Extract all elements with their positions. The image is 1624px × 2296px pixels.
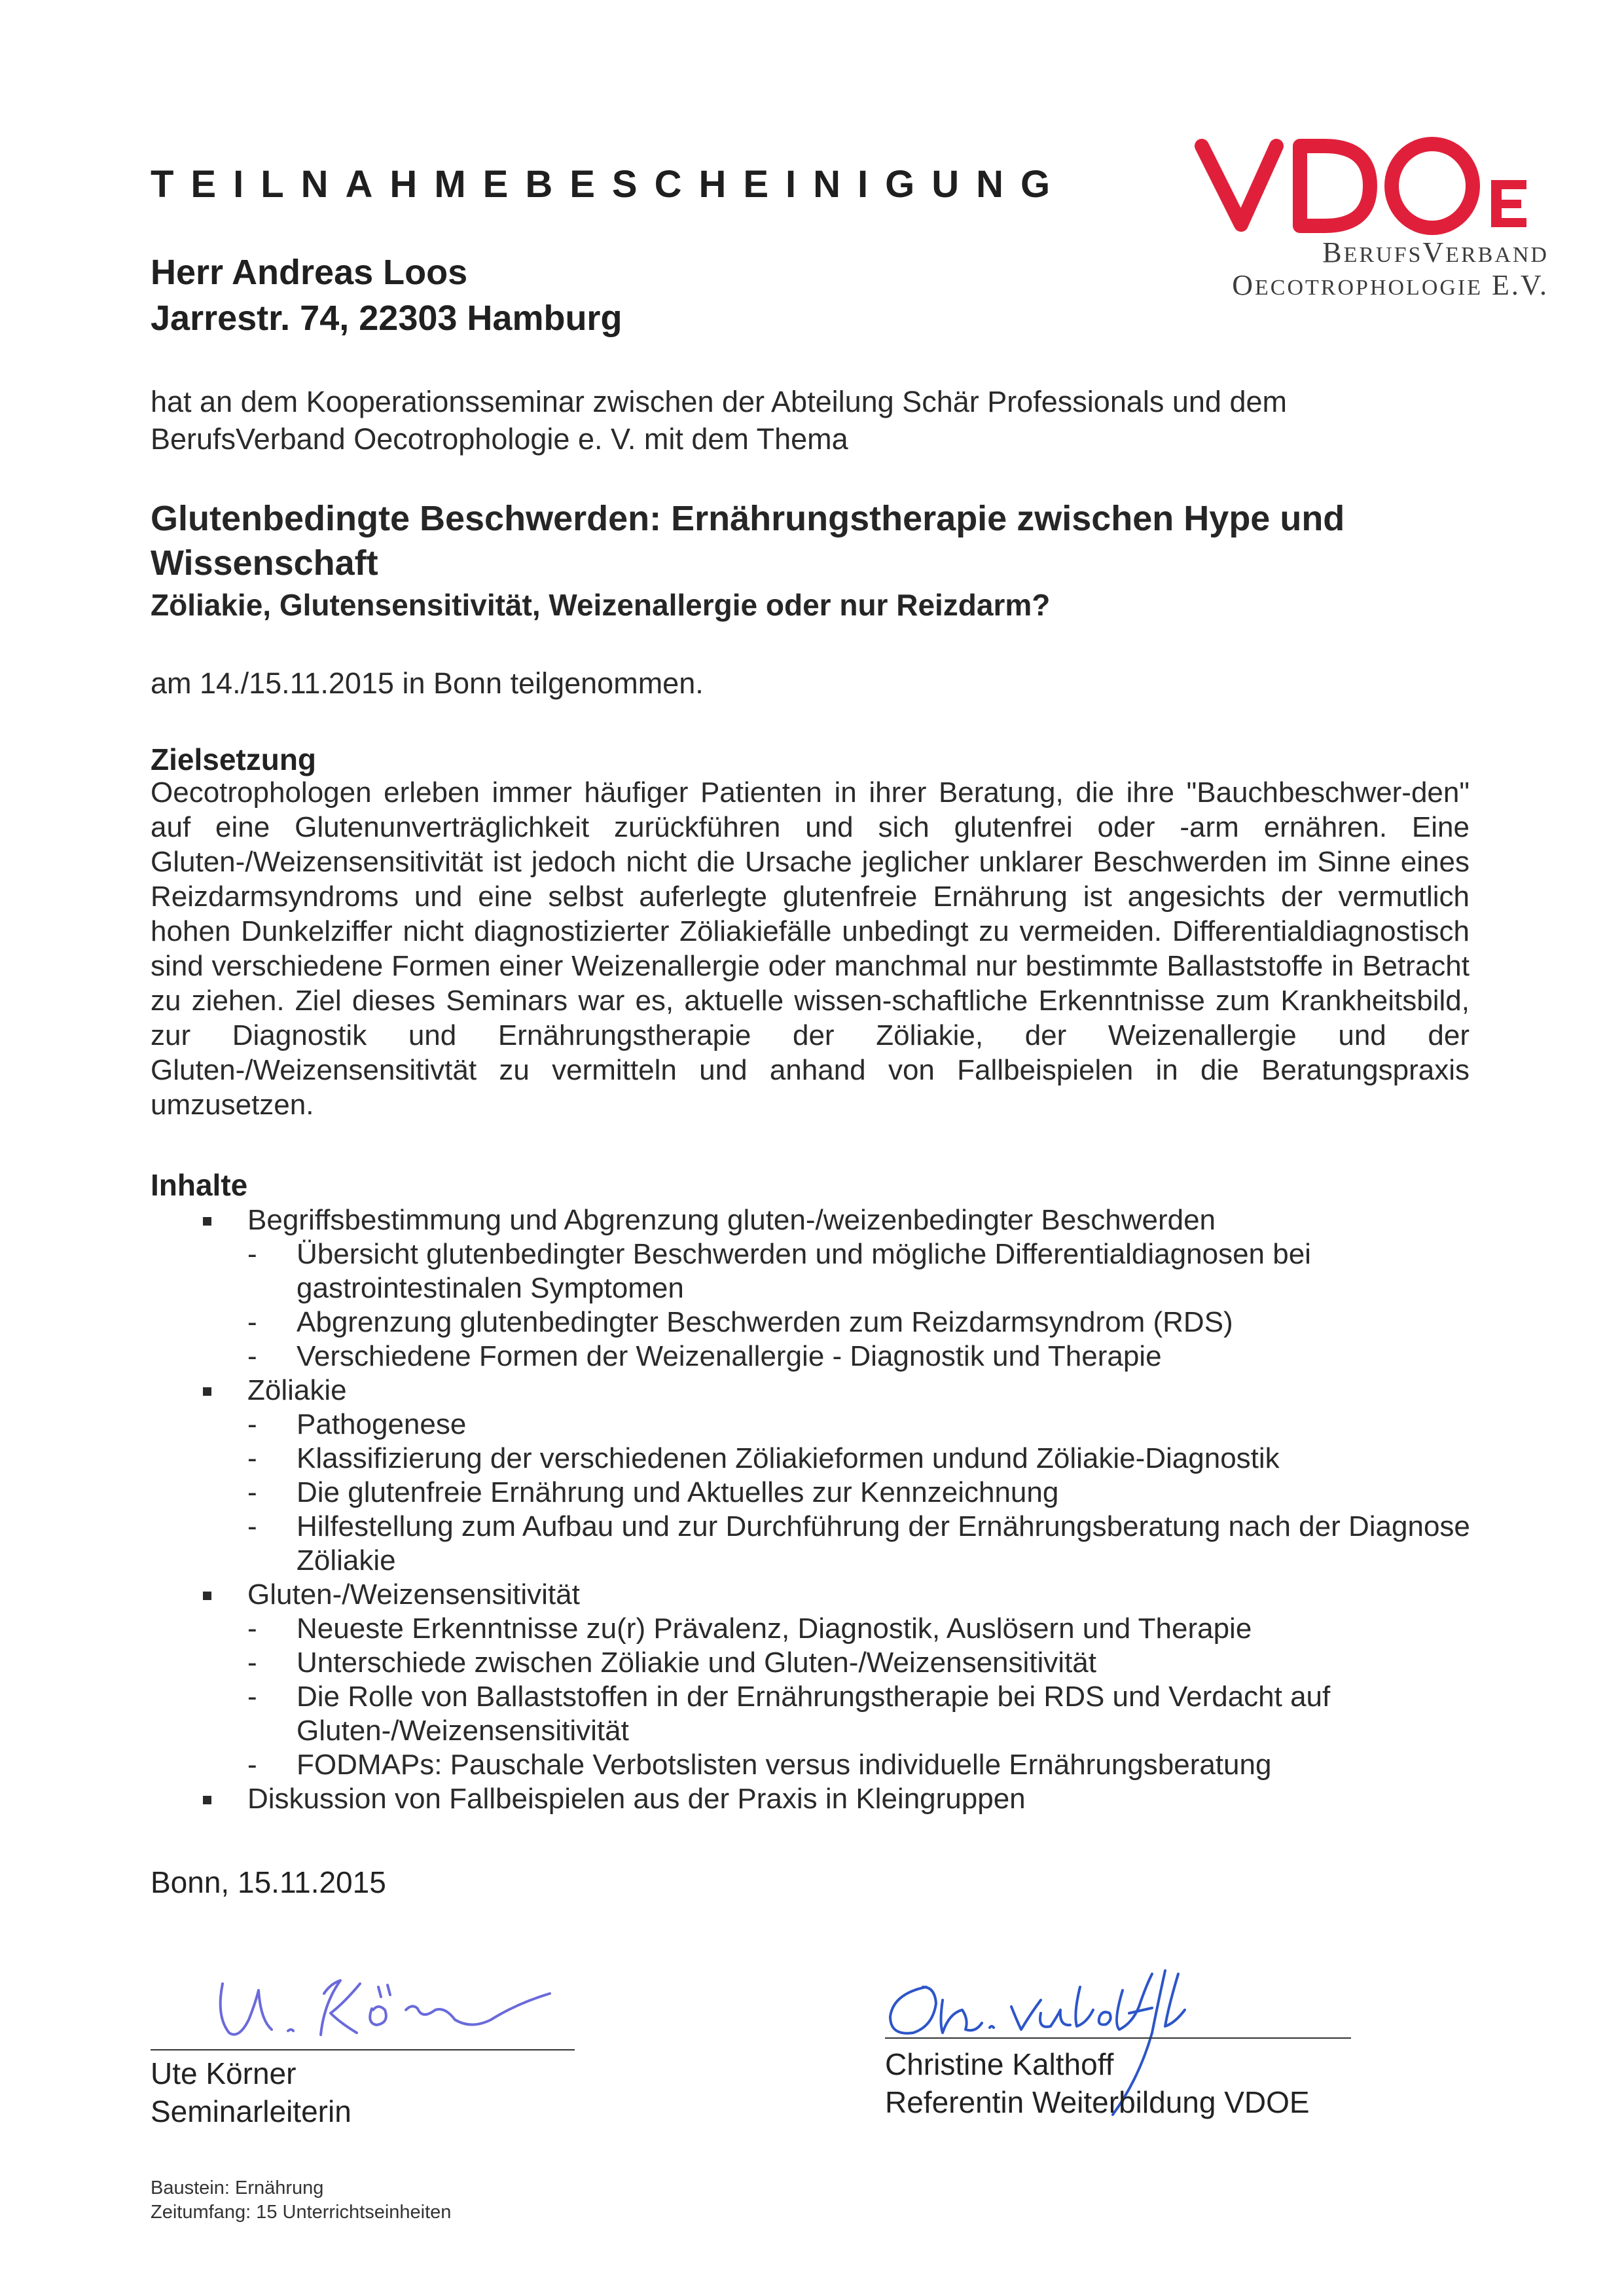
- inhalte-subitem: - Die glutenfreie Ernährung und Aktuelles zur Kennzeichnung: [247, 1476, 1059, 1508]
- signatory-left: [151, 2054, 352, 2130]
- place-date: Bonn, 15.11.2015: [151, 1865, 386, 1899]
- signatory-left-role: Seminarleiterin: [151, 2094, 352, 2128]
- inhalte-item: Diskussion von Fallbeispielen aus der Praxis in Kleingruppen: [151, 1782, 1492, 1816]
- vdoe-logo-mark: [1190, 128, 1557, 246]
- bullet-icon: [203, 1387, 211, 1396]
- zielsetzung-heading: Zielsetzung: [151, 742, 317, 776]
- signatory-left-name: Ute Körner: [151, 2056, 297, 2090]
- participant-name: Herr Andreas Loos: [151, 253, 468, 292]
- bullet-icon: [203, 1217, 211, 1226]
- inhalte-list: [151, 1203, 1492, 1816]
- inhalte-item: Begriffsbestimmung und Abgrenzung gluten-/weizenbedingter Beschwerden - Übersicht glutenbedingter Beschwerden und mögliche Differentialdiagnosen bei gastrointestinalen Symptomen - Abgrenzung glutenbedingter Beschwerden zum Reizdarmsyndrom (RDS) - Verschiedene Formen der Weizenallergie - Diagnostik und Therapie: [151, 1203, 1492, 1374]
- inhalte-subitem: - Pathogenese: [247, 1408, 467, 1440]
- footer-zeitumfang: Zeitumfang: 15 Unterrichtseinheiten: [151, 2202, 452, 2223]
- inhalte-subitem: - FODMAPs: Pauschale Verbotslisten versus individuelle Ernährungsberatung: [247, 1749, 1272, 1781]
- intro-text: hat an dem Kooperationsseminar zwischen der Abteilung Schär Professionals und dem BerufsVerband Oecotrophologie e. V. mit dem Thema: [151, 385, 1287, 456]
- signatory-right: [885, 2045, 1310, 2121]
- logo-subtitle-line2: OECOTROPHOLOGIE E.V.: [1232, 269, 1549, 301]
- bullet-icon: [203, 1592, 211, 1600]
- seminar-subtitle: Zöliakie, Glutensensitivität, Weizenallergie oder nur Reizdarm?: [151, 588, 1051, 622]
- participation-date: am 14./15.11.2015 in Bonn teilgenommen.: [151, 666, 704, 700]
- signatory-right-role: Referentin Weiterbildung VDOE: [885, 2085, 1310, 2119]
- signature-ute-koerner: [209, 1958, 602, 2056]
- inhalte-item: Zöliakie - Pathogenese - Klassifizierung der verschiedenen Zöliakieformen undund Zöliakie-Diagnostik - Die glutenfreie Ernährung und Aktuelles zur Kennzeichnung - Hilfestellung zum Aufbau und zur Durchführung der Ernährungsberatung nach der Diagnose Zöliakie: [151, 1374, 1492, 1578]
- signature-line-left: [151, 2049, 575, 2050]
- participant-address: Jarrestr. 74, 22303 Hamburg: [151, 299, 623, 338]
- bullet-icon: [203, 1796, 211, 1804]
- signature-line-right: [885, 2037, 1351, 2039]
- inhalte-heading: Inhalte: [151, 1168, 248, 1202]
- inhalte-subitem: - Hilfestellung zum Aufbau und zur Durchführung der Ernährungsberatung nach der Diagnose Zöliakie: [247, 1510, 1470, 1576]
- inhalte-subitem: - Die Rolle von Ballaststoffen in der Ernährungstherapie bei RDS und Verdacht auf Gluten-/Weizensensitivität: [247, 1681, 1331, 1747]
- inhalte-subitem: - Klassifizierung der verschiedenen Zöliakieformen undund Zöliakie-Diagnostik: [247, 1442, 1280, 1474]
- zielsetzung-text: Oecotrophologen erleben immer häufiger Patienten in ihrer Beratung, die ihre "Bauchbeschwer-den" auf eine Glutenunverträglichkeit zurückführen und sich glutenfrei oder -arm ernähren. Eine Gluten-/Weizensensitivität ist jedoch nicht die Ursache jeglicher unklarer Beschwerden im Sinne eines Reizdarmsyndroms und eine selbst auferlegte glutenfreie Ernährung ist angesichts der vermutlich hohen Dunkelziffer nicht diagnostizierter Zöliakiefälle unbedingt zu vermeiden. Differentialdiagnostisch sind verschiedene Formen einer Weizenallergie oder manchmal nur bestimmte Ballaststoffe in Betracht zu ziehen. Ziel dieses Seminars war es, aktuelle wissen-schaftliche Erkenntnisse zum Krankheitsbild, zur Diagnostik und Ernährungstherapie der Zöliakie, der Weizenallergie und der Gluten-/Weizensensitivtät zu vermitteln und anhand von Fallbeispielen in die Beratungspraxis umzusetzen.: [151, 776, 1470, 1121]
- inhalte-subitem: - Verschiedene Formen der Weizenallergie - Diagnostik und Therapie: [247, 1340, 1162, 1372]
- logo-subtitle-line1: BERUFSVERBAND: [1322, 236, 1549, 268]
- inhalte-subitem: - Übersicht glutenbedingter Beschwerden und mögliche Differentialdiagnosen bei gastrointestinalen Symptomen: [247, 1238, 1311, 1304]
- inhalte-subitem: - Abgrenzung glutenbedingter Beschwerden zum Reizdarmsyndrom (RDS): [247, 1306, 1233, 1338]
- footer-baustein: Baustein: Ernährung: [151, 2178, 324, 2198]
- vdoe-logo: [1190, 128, 1557, 311]
- seminar-title: Glutenbedingte Beschwerden: Ernährungstherapie zwischen Hype und Wissenschaft: [151, 499, 1345, 583]
- inhalte-item: Gluten-/Weizensensitivität - Neueste Erkenntnisse zu(r) Prävalenz, Diagnostik, Auslösern und Therapie - Unterschiede zwischen Zöliakie und Gluten-/Weizensensitivität - Die Rolle von Ballaststoffen in der Ernährungstherapie bei RDS und Verdacht auf Gluten-/Weizensensitivität - FODMAPs: Pauschale Verbotslisten versus individuelle Ernährungsberatung: [151, 1578, 1492, 1782]
- footer-info: [151, 2176, 451, 2225]
- inhalte-subitem: - Neueste Erkenntnisse zu(r) Prävalenz, Diagnostik, Auslösern und Therapie: [247, 1613, 1252, 1645]
- inhalte-subitem: - Unterschiede zwischen Zöliakie und Gluten-/Weizensensitivität: [247, 1647, 1096, 1679]
- signatory-right-name: Christine Kalthoff: [885, 2047, 1114, 2081]
- document-title: TEILNAHMEBESCHEINIGUNG: [151, 163, 1068, 206]
